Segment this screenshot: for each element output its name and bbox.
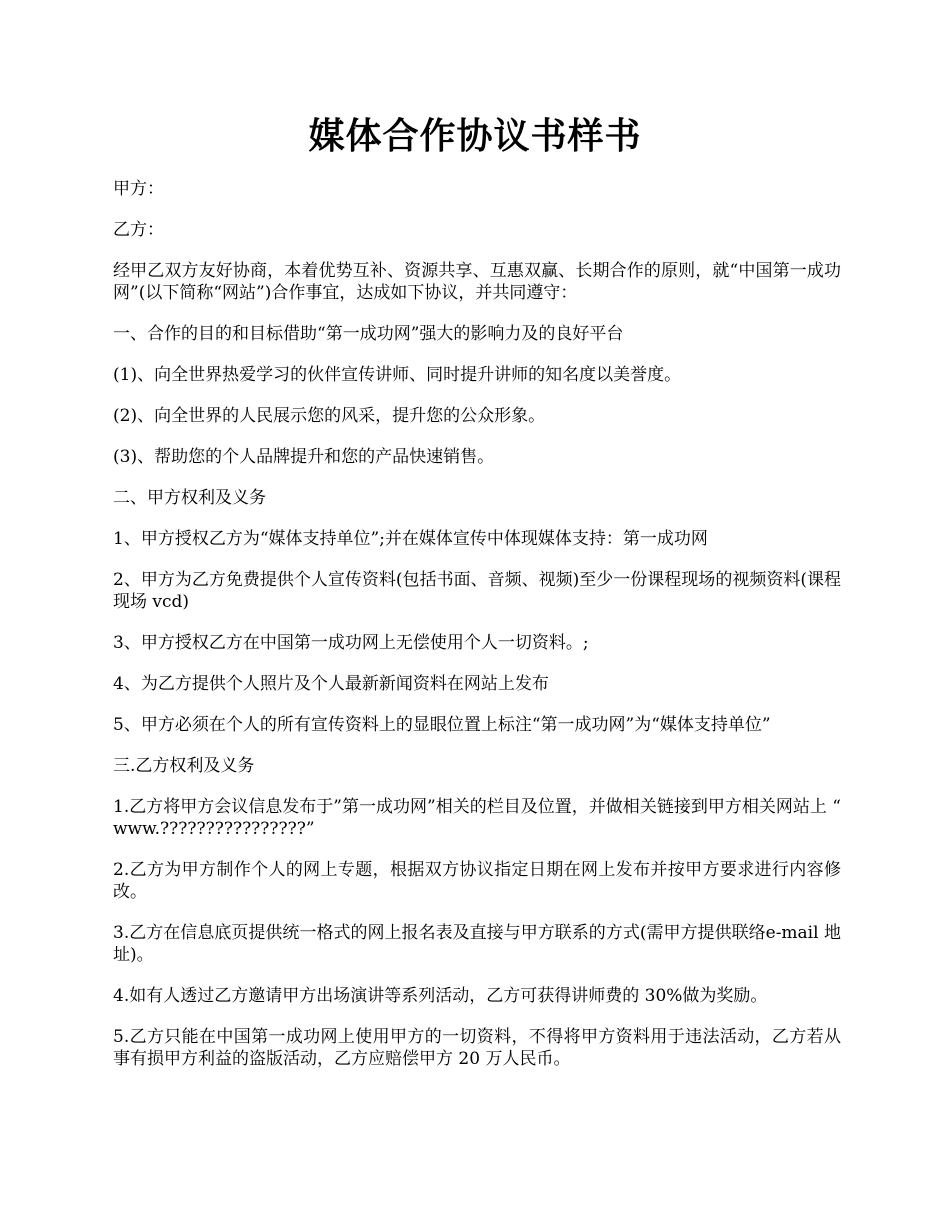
section-2-item-3: 3、甲方授权乙方在中国第一成功网上无偿使用个人一切资料。; <box>113 633 589 653</box>
section-1-item-1: (1)、向全世界热爱学习的伙伴宣传讲师、同时提升讲师的知名度以美誉度。 <box>113 365 682 385</box>
section-2-item-2: 2、甲方为乙方免费提供个人宣传资料(包括书面、音频、视频)至少一份课程现场的视频资料(课程现场 vcd) <box>113 570 841 612</box>
section-3-heading: 三.乙方权利及义务 <box>113 756 255 776</box>
document-title: 媒体合作协议书样书 <box>308 115 642 157</box>
section-2-item-4: 4、为乙方提供个人照片及个人最新新闻资料在网站上发布 <box>113 674 549 694</box>
section-1-item-2: (2)、向全世界的人民展示您的风采，提升您的公众形象。 <box>113 406 546 426</box>
party-b-line: 乙方： <box>113 220 164 240</box>
document-body <box>113 178 841 1089</box>
section-1-heading: 一、合作的目的和目标借助“第一成功网”强大的影响力及的良好平台 <box>113 324 624 344</box>
section-3-item-5: 5.乙方只能在中国第一成功网上使用甲方的一切资料，不得将甲方资料用于违法活动，乙方若从事有损甲方利益的盗版活动，乙方应赔偿甲方 20 万人民币。 <box>113 1027 841 1069</box>
section-1-item-3: (3)、帮助您的个人品牌提升和您的产品快速销售。 <box>113 447 495 467</box>
preamble-paragraph: 经甲乙双方友好协商，本着优势互补、资源共享、互惠双赢、长期合作的原则，就“中国第一成功网”(以下简称“网站”)合作事宜，达成如下协议，并共同遵守： <box>113 261 841 303</box>
section-2-item-5: 5、甲方必须在个人的所有宣传资料上的显眼位置上标注“第一成功网”为“媒体支持单位” <box>113 715 771 735</box>
section-3-item-3: 3.乙方在信息底页提供统一格式的网上报名表及直接与甲方联系的方式(需甲方提供联络e-mail 地址)。 <box>113 923 841 965</box>
section-2-heading: 二、甲方权利及义务 <box>113 488 266 508</box>
section-3-item-1: 1.乙方将甲方会议信息发布于”第一成功网”相关的栏目及位置，并做相关链接到甲方相关网站上 “ www.????????????????” <box>113 797 841 839</box>
section-2-item-1: 1、甲方授权乙方为“媒体支持单位”;并在媒体宣传中体现媒体支持：第一成功网 <box>113 529 708 549</box>
party-a-line: 甲方： <box>113 179 164 199</box>
section-3-item-2: 2.乙方为甲方制作个人的网上专题，根据双方协议指定日期在网上发布并按甲方要求进行内容修改。 <box>113 860 841 902</box>
section-3-item-4: 4.如有人透过乙方邀请甲方出场演讲等系列活动，乙方可获得讲师费的 30%做为奖励。 <box>113 986 768 1006</box>
